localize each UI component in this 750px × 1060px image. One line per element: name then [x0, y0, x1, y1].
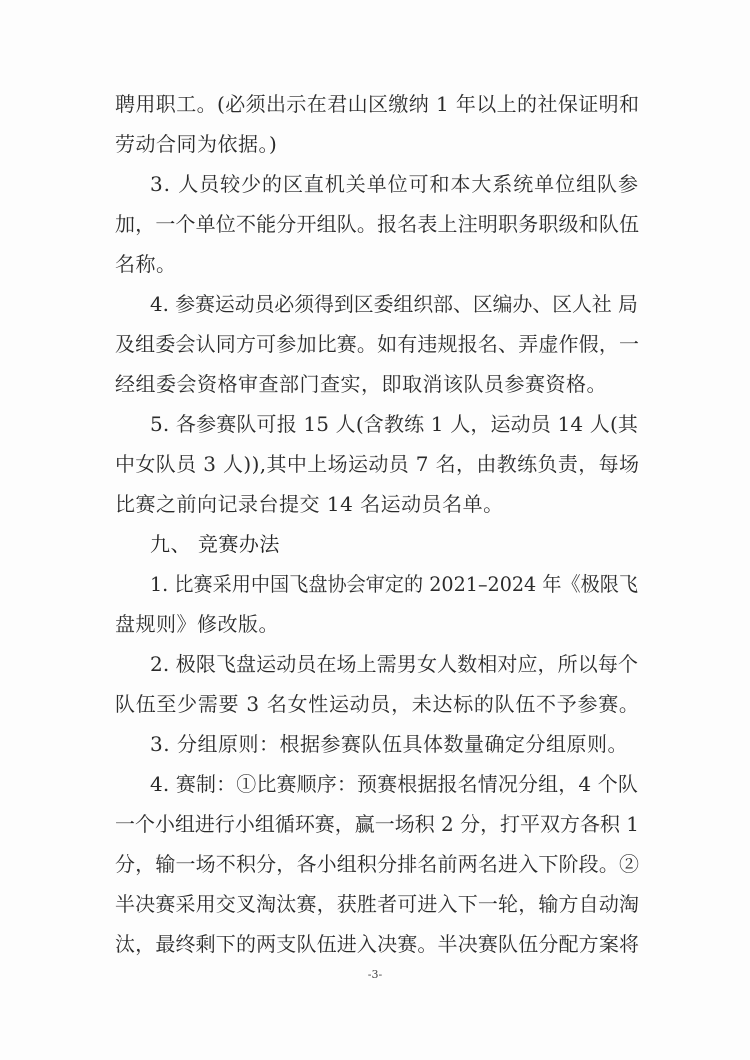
- text-line: 一个小组进行小组循环赛，赢一场积 2 分，打平双方各积 1: [115, 812, 640, 836]
- text-line: 劳动合同为依据。): [115, 132, 278, 156]
- text-line: 盘规则》修改版。: [115, 612, 279, 636]
- text-line: 3. 分组原则：根据参赛队伍具体数量确定分组原则。: [150, 732, 628, 756]
- text-line: 经组委会资格审查部门查实，即取消该队员参赛资格。: [115, 372, 607, 396]
- text-line: 分，输一场不积分，各小组积分排名前两名进入下阶段。②: [115, 852, 640, 876]
- text-line: 比赛之前向记录台提交 14 名运动员名单。: [115, 492, 504, 516]
- text-line: 及组委会认同方可参加比赛。如有违规报名、弄虚作假，一: [115, 332, 640, 356]
- text-line: 中女队员 3 人)),其中上场运动员 7 名，由教练负责，每场: [115, 452, 640, 476]
- text-line: 加，一个单位不能分开组队。报名表上注明职务职级和队伍: [115, 212, 640, 236]
- text-line: 聘用职工。(必须出示在君山区缴纳 1 年以上的社保证明和: [115, 92, 640, 116]
- text-line: 半决赛采用交叉淘汰赛，获胜者可进入下一轮，输方自动淘: [115, 892, 640, 916]
- text-line: 3. 人员较少的区直机关单位可和本大系统单位组队参: [150, 172, 639, 196]
- text-line: 4. 赛制：①比赛顺序：预赛根据报名情况分组，4 个队: [150, 772, 639, 796]
- text-line: 队伍至少需要 3 名女性运动员，未达标的队伍不予参赛。: [115, 692, 640, 716]
- text-line: 名称。: [115, 252, 177, 276]
- page-number: -3-: [367, 968, 383, 981]
- text-line: 5. 各参赛队可报 15 人(含教练 1 人，运动员 14 人(其: [150, 412, 639, 436]
- text-line: 1. 比赛采用中国飞盘协会审定的 2021–2024 年《极限飞: [150, 572, 639, 596]
- text-line: 汰，最终剩下的两支队伍进入决赛。半决赛队伍分配方案将: [115, 932, 640, 956]
- text-line: 2. 极限飞盘运动员在场上需男女人数相对应，所以每个: [150, 652, 639, 676]
- section-heading: 九、 竞赛办法: [150, 532, 280, 556]
- text-line: 4. 参赛运动员必须得到区委组织部、区编办、区人社 局: [150, 292, 638, 316]
